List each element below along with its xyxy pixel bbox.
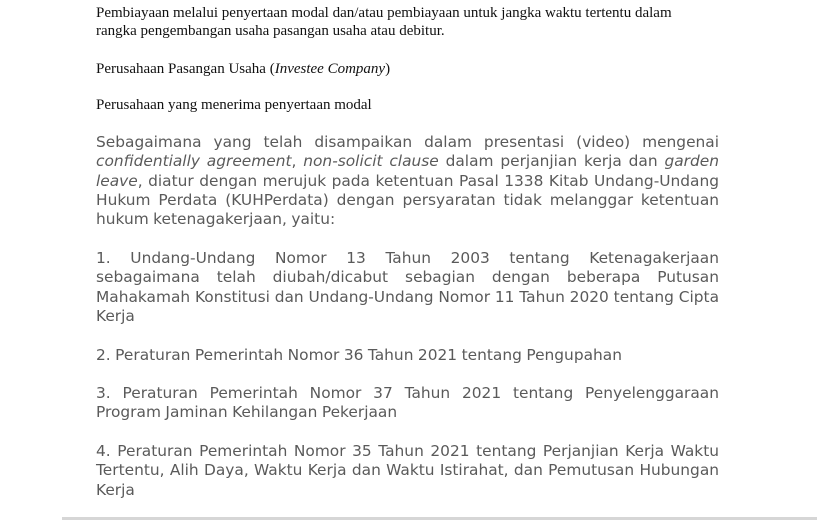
term-definition: Perusahaan yang menerima penyertaan modal: [96, 97, 372, 113]
italic-term-garden-leave: garden leave: [96, 152, 719, 190]
list-item: 2. Peraturan Pemerintah Nomor 36 Tahun 2021 tentang Pengupahan: [96, 346, 622, 364]
term-prefix: Perusahaan Pasangan Usaha (: [96, 61, 275, 77]
definition-paragraph: [96, 4, 736, 40]
list-item: 3. Peraturan Pemerintah Nomor 37 Tahun 2021 tentang Penyelenggaraan Program Jaminan Kehilangan Pekerjaan: [96, 384, 719, 422]
term-heading: [96, 60, 736, 78]
intro-paragraph: Sebagaimana yang telah disampaikan dalam presentasi (video) mengenai confidentially agreement, non-solicit clause dalam perjanjian kerja dan garden leave, diatur dengan merujuk pada ketentuan Pasal 1338 Kitab Undang-Undang Hukum Perdata (KUHPerdata) dengan persyaratan tidak melanggar ketentuan hukum ketenagakerjaan, yaitu:: [96, 133, 719, 229]
list-item: 4. Peraturan Pemerintah Nomor 35 Tahun 2021 tentang Perjanjian Kerja Waktu Tertentu, Alih Daya, Waktu Kerja dan Waktu Istirahat, dan Pemutusan Hubungan Kerja: [96, 442, 719, 499]
term-italic: Investee Company: [274, 61, 386, 77]
definition-line-2: rangka pengembangan usaha pasangan usaha atau debitur.: [96, 23, 445, 39]
italic-term-non-solicit: non-solicit clause: [303, 152, 439, 171]
italic-term-confidentiality: confidentially agreement: [96, 152, 292, 171]
term-suffix: ): [385, 61, 391, 77]
definition-line-1: Pembiayaan melalui penyertaan modal dan/atau pembiayaan untuk jangka waktu tertentu dalam: [96, 5, 672, 21]
list-item: 1. Undang-Undang Nomor 13 Tahun 2003 tentang Ketenagakerjaan sebagaimana telah diubah/dicabut sebagian dengan beberapa Putusan Mahakamah Konstitusi dan Undang-Undang Nomor 11 Tahun 2020 tentang Cipta Kerja: [96, 249, 719, 325]
